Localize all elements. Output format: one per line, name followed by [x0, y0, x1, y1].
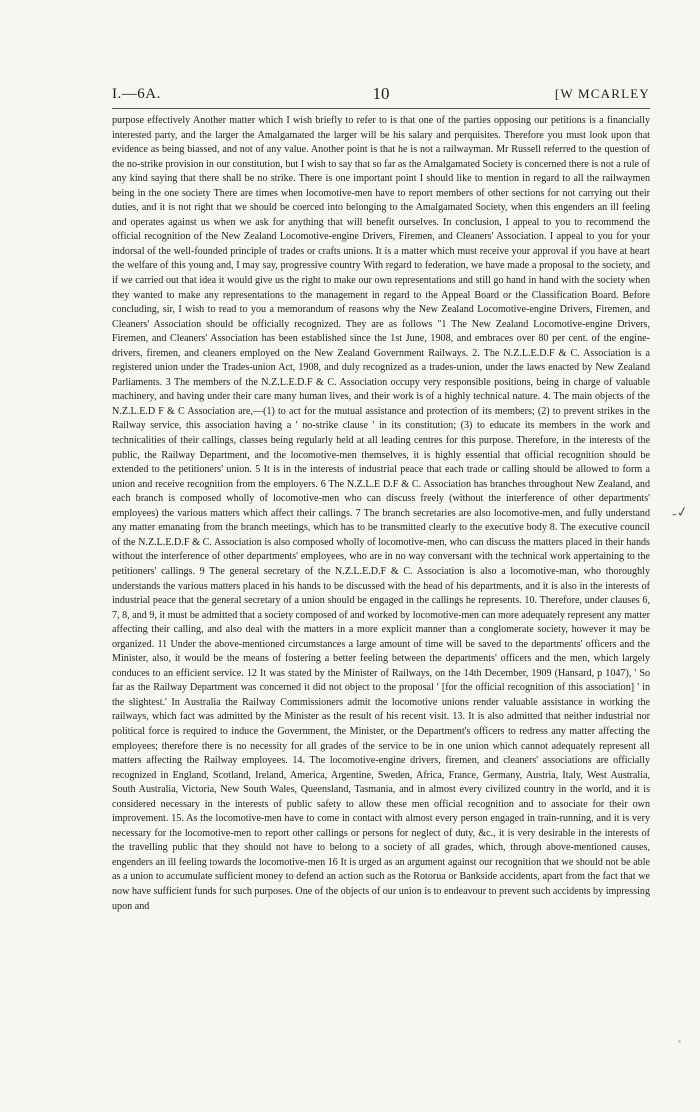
page-header [112, 86, 650, 109]
page-number: 10 [372, 84, 390, 103]
scan-speck [678, 1040, 681, 1043]
margin-tick-mark: -✓ [670, 504, 690, 523]
body-paragraph: purpose effectively Another matter which I wish briefly to refer to is that one of the parties opposing our petitions is a financially interested party, and the larger the Amalgamated the larger will be his salary and perquisites. Therefore you must look upon that evidence as being biassed, and not of any value. Another point is that he is not a railwayman. Mr Russell referred to the question of the no-strike provision in our constitution, but I wish to say that so far as the Amalgamated Society is concerned there is not a rule of any kind saying that there shall be no strike. There is one important point I should like to mention in regard to all the railwaymen being in the one society There are times when locomotive-men have to report members of other sections for not carrying out their duties, and it is not right that we should be coerced into belonging to the Amalgamated Society, when this engenders an ill feeling and operates against us when we ask for anything that will benefit ourselves. In conclusion, I appeal to you to recommend the official recognition of the New Zealand Locomotive-engine Drivers, Firemen, and Cleaners' Association. I appeal to you for your indorsal of the well-founded principle of trades or crafts unions. It is a matter which must receive your approval if you have at heart the welfare of this young and, I may say, progressive country With regard to federation, we have made a proposal to the society, and if we carried out that idea it would give us the right to make our own representations and still go hand in hand with the society when they wanted to make any representations to the management in regard to the Appeal Board or the Classification Board. Before concluding, sir, I wish to read to you a memorandum of reasons why the New Zealand Locomotive-engine Drivers, Firemen, and Cleaners' Association should be officially recognized. They are as follows "1 The New Zealand Locomotive-engine Drivers, Firemen, and Cleaners' Association has been established since the 1st June, 1908, and embraces over 80 per cent. of the engine-drivers, firemen, and cleaners employed on the New Zealand Government Railways. 2. The N.Z.L.E.D.F & C. Association is a registered union under the Trades-union Act, 1908, and duly recognized as a trades-union, under the laws enacted by New Zealand Parliaments. 3 The members of the N.Z.L.E.D.F & C. Association occupy very responsible positions, being in charge of valuable machinery, and having under their care many human lives, and their work is of a highly technical nature. 4. The main objects of the N.Z.L.E.D F & C Association are,—(1) to act for the mutual assistance and protection of its members; (2) to prevent strikes in the Railway service, this association having a ' no-strike clause ' in its constitution; (3) to educate its members in the work and technicalities of their callings, classes being regularly held at all leading centres for this purpose. Therefore, in the interests of the public, the Railway Department, and the locomotive-men themselves, it is highly essential that official recognition should be extended to the petitioners' union. 5 It is in the interests of industrial peace that each trade or calling should be allowed to form a union and receive recognition from the employers. 6 The N.Z.L.E D.F & C. Association has branches throughout New Zealand, and each branch is composed wholly of locomotive-men who can discuss freely (without the interference of other departments' employees) the various matters which affect their callings. 7 The branch secretaries are also locomotive-men, and fully understand any matter emanating from the branch meetings, which has to be transmitted clearly to the executive body 8. The executive council of the N.Z.L.E.D.F & C. Association is also composed wholly of locomotive-men, who can discuss the matters placed in their hands without the interference of other departments' employees, who are in no way conversant with the technical work appertaining to the petitioners' callings. 9 The general secretary of the N.Z.L.E.D.F & C. Association is also a locomotive-man, who thoroughly understands the various matters placed in his hands to be discussed with the head of his departments, and it is also in the interests of industrial peace that the general secretary of a union should be engaged in the callings he represents. 10. Therefore, under clauses 6, 7, 8, and 9, it must be admitted that a society composed of and worked by locomotive-men can more adequately represent any matter affecting their calling, and also deal with the matters in a more explicit manner than a conglomerate society, however it may be organized. 11 Under the above-mentioned circumstances a large amount of time will be saved to the departments' officers and the Minister, also, it would be the means of fostering a better feeling between the departments' officers and the men, which largely conduces to an efficient service. 12 It was stated by the Minister of Railways, on the 14th December, 1909 (Hansard, p 1047), ' So far as the Railway Department was concerned it did not object to the proposal ' [for the official recognition of this association] ' in the slightest.' In Australia the Railway Commissioners admit the locomotive unions render valuable assistance in working the railways, which fact was admitted by the Minister as the result of his recent visit. 13. It is also admitted that neither industrial nor political force is required to induce the Government, the Minister, or the Department's officers to redress any matter affecting the employees; therefore there is no necessity for all grades of the service to be in one union which cannot adequately represent all matters affecting the Railway employees. 14. The locomotive-engine drivers, firemen, and cleaners' associations are officially recognized in England, Scotland, Ireland, America, Argentine, Sweden, Africa, France, Germany, Austria, Italy, West Australia, South Australia, Victoria, New South Wales, Queensland, Tasmania, and in almost every civilized country in the world, and it is considered necessary in the interests of public safety to allow these men official recognition and to associate for their own improvement. 15. As the locomotive-men have to come in contact with almost every person engaged in train-running, and it is very necessary for the locomotive-men to report other callings or persons for neglect of duty, &c., it is very desirable in the interests of the travelling public that they should not have to belong to a society of all grades, which, through above-mentioned causes, engenders an ill feeling towards the locomotive-men 16 It is urged as an argument against our recognition that we should not be able as a union to accumulate sufficient money to defend an action such as the Rotorua or Bankside accidents, apart from the fact that we now have sufficient funds for such purposes. One of the objects of our union is to endeavour to prevent such accidents by impressing upon and [112, 115, 650, 912]
paper-reference: I.—6A. [112, 86, 161, 102]
body-text [112, 114, 650, 914]
speaker-name: [W MCARLEY [554, 86, 650, 101]
